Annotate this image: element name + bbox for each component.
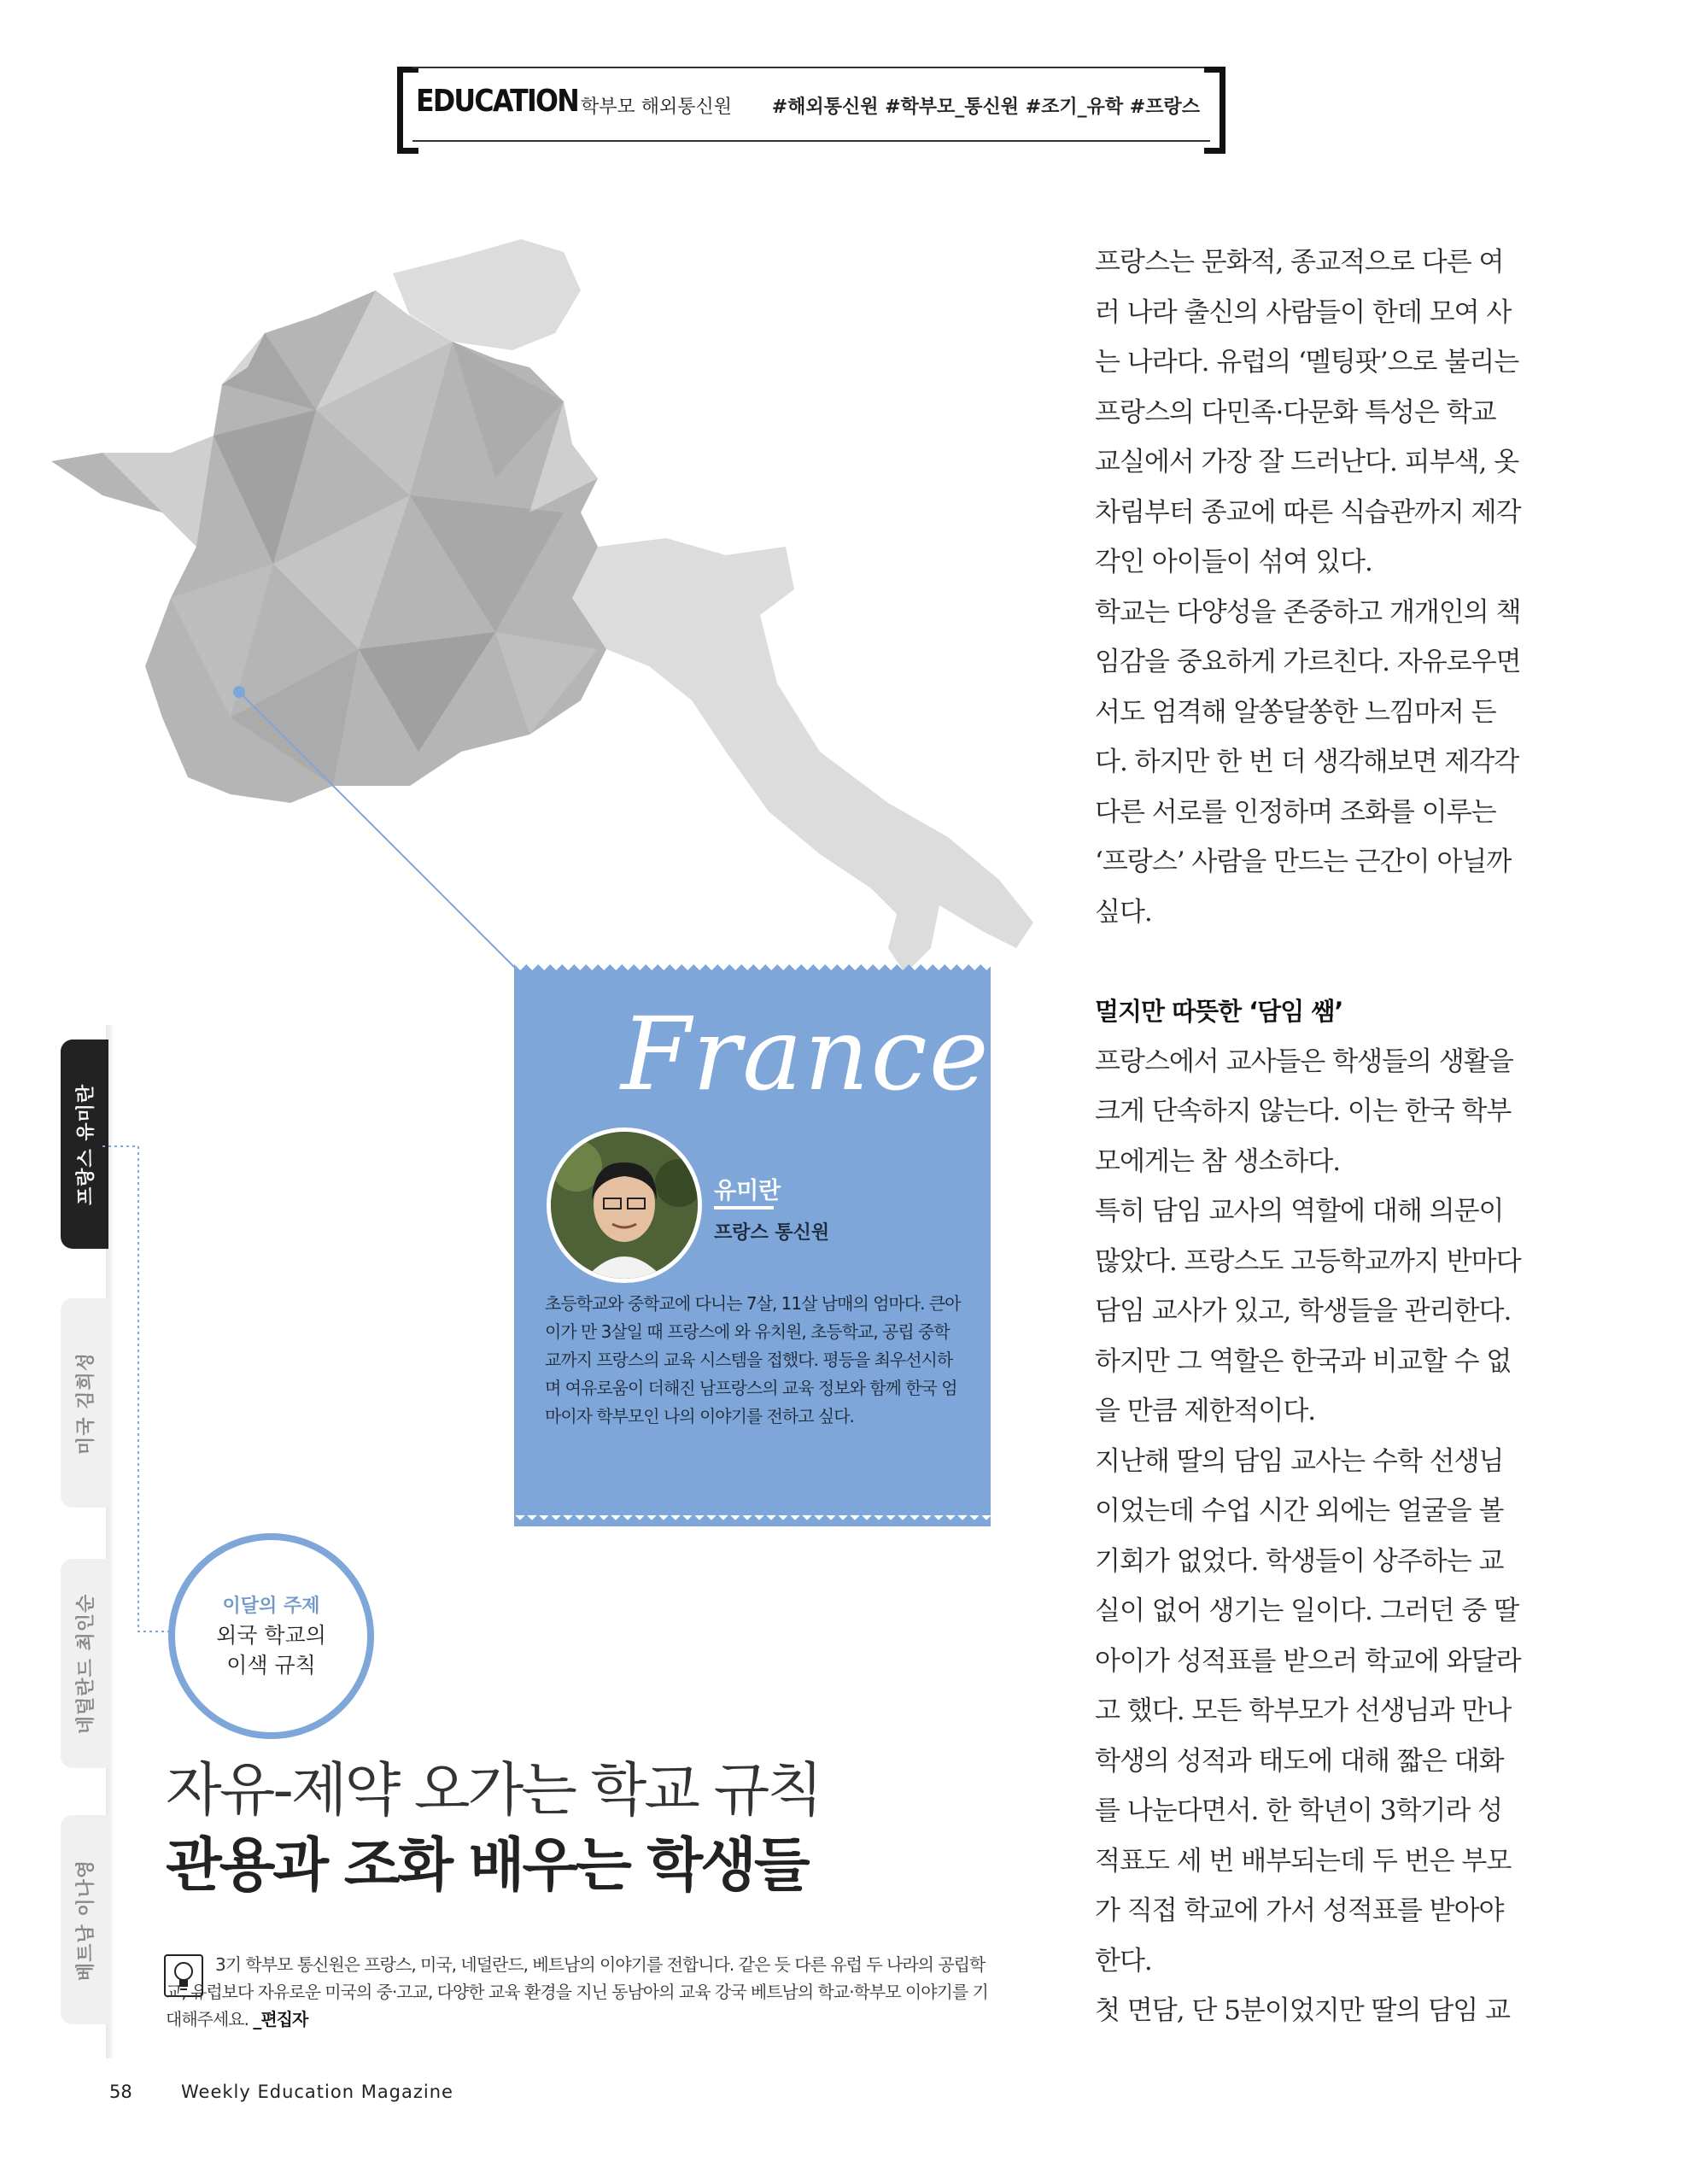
body-paragraph-5: 지난해 딸의 담임 교사는 수학 선생님이었는데 수업 시간 외에는 얼굴을 볼 기회가 없었다. 학생들이 상주하는 교실이 없어 생기는 일이다. 그러던 중 딸아이가 성적표를 받으러 학교에 와달라고 했다. 모든 학부모가 선생님과 만나 학생의 성적과 태도에 대해 짧은 대화를 나눈다면서. 한 학년이 3학기라 성적표도 세 번 배부되는데 두 번은 부모가 직접 학교에 가서 성적표를 받아야 한다. bbox=[1095, 1445, 1521, 1977]
headline-secondary: 관용과 조화 배우는 학생들 bbox=[166, 1832, 808, 1900]
body-paragraph-6: 첫 면담, 단 5분이었지만 딸의 담임 교 bbox=[1095, 1995, 1510, 2026]
topic-label: 이달의 주제 bbox=[222, 1596, 320, 1617]
editor-note-text: 3기 학부모 통신원은 프랑스, 미국, 네덜란드, 베트남의 이야기를 전합니다. 같은 듯 다른 유럽 두 나라의 공립학교, 유럽보다 자유로운 미국의 중·고교, 다양한 교육 환경을 지닌 동남아의 교육 강국 베트남의 학교·학부모 이야기를 기대해주세요. bbox=[166, 1954, 988, 2029]
topic-line-1: 외국 학교의 bbox=[216, 1623, 326, 1648]
tab-usa[interactable]: 미국 김희성 bbox=[61, 1298, 108, 1508]
map-italy bbox=[555, 495, 1033, 974]
body-paragraph-3: 프랑스에서 교사들은 학생들의 생활을 크게 단속하지 않는다. 이는 한국 학부모에게는 참 생소하다. bbox=[1095, 1045, 1513, 1177]
profile-box-zigzag-top bbox=[514, 964, 991, 976]
body-paragraph-2: 학교는 다양성을 존중하고 개개인의 책임감을 중요하게 가르친다. 자유로우면서도 엄격해 알쏭달쏭한 느낌마저 든다. 하지만 한 번 더 생각해보면 제각각 다른 서로를 인정하며 조화를 이루는 ‘프랑스’ 사람을 만드는 근간이 아닐까 싶다. bbox=[1095, 596, 1521, 928]
header-rule-bottom bbox=[412, 140, 1210, 142]
section-label: EDUCATION bbox=[416, 84, 578, 119]
profile-box-zigzag-bottom bbox=[514, 1514, 991, 1526]
section-header bbox=[397, 67, 1225, 142]
avatar-portrait-icon bbox=[551, 1132, 698, 1279]
tab-france[interactable]: 프랑스 유미란 bbox=[61, 1040, 108, 1249]
topic-badge bbox=[168, 1533, 374, 1739]
topic-line-2: 이색 규칙 bbox=[226, 1653, 316, 1678]
body-paragraph-4: 특히 담임 교사의 역할에 대해 의문이 많았다. 프랑스도 고등학교까지 반마다 담임 교사가 있고, 학생들을 관리한다. 하지만 그 역할은 한국과 비교할 수 없을 만큼 제한적이다. bbox=[1095, 1196, 1521, 1426]
body-subheading: 멀지만 따뜻한 ‘담임 쌤’ bbox=[1095, 997, 1343, 1026]
europe-map-illustration bbox=[51, 239, 1076, 1051]
page-number: 58 bbox=[109, 2082, 132, 2102]
article-body bbox=[1095, 237, 1522, 2036]
header-rule-top bbox=[412, 67, 1210, 68]
body-paragraph-1: 프랑스는 문화적, 종교적으로 다른 여러 나라 출신의 사람들이 한데 모여 사는 나라다. 유럽의 ‘멜팅팟’으로 불리는 프랑스의 다민족·다문화 특성은 학교 교실에서 가장 잘 드러난다. 피부색, 옷차림부터 종교에 따른 식습관까지 제각각인 아이들이 섞여 있다. bbox=[1095, 247, 1521, 577]
magazine-name: Weekly Education Magazine bbox=[181, 2082, 453, 2102]
tab-netherlands[interactable]: 네덜란드 최인순 bbox=[61, 1559, 108, 1768]
section-subtitle: 학부모 해외통신원 bbox=[581, 97, 733, 118]
author-role: 프랑스 통신원 bbox=[714, 1222, 830, 1244]
avatar bbox=[547, 1127, 702, 1283]
editor-credit: _편집자 bbox=[253, 2009, 308, 2029]
headline-primary: 자유-제약 오가는 학교 규칙 bbox=[166, 1757, 821, 1824]
author-name: 유미란 bbox=[714, 1178, 781, 1204]
author-underline bbox=[714, 1206, 774, 1209]
country-title: France bbox=[621, 995, 991, 1113]
topic-connector-line bbox=[102, 1145, 179, 1657]
editor-note bbox=[166, 1951, 994, 2033]
bracket-right bbox=[1204, 67, 1225, 154]
hashtags: #해외통신원 #학부모_통신원 #조기_유학 #프랑스 bbox=[771, 97, 1200, 118]
tab-vietnam[interactable]: 베트남 이나영 bbox=[61, 1815, 108, 2024]
author-description: 초등학교와 중학교에 다니는 7살, 11살 남매의 엄마다. 큰아이가 만 3살일 때 프랑스에 와 유치원, 초등학교, 공립 중학교까지 프랑스의 교육 시스템을 접했다. 평등을 최우선시하며 여유로움이 더해진 남프랑스의 교육 정보와 함께 한국 엄마이자 학부모인 나의 이야기를 전하고 싶다. bbox=[545, 1293, 961, 1426]
